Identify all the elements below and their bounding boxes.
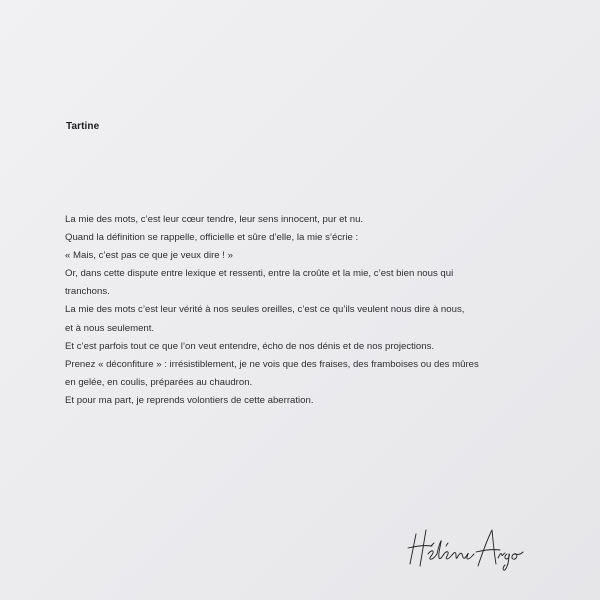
- handwritten-signature: [406, 524, 526, 572]
- poem-title: Tartine: [66, 121, 100, 132]
- poem-body: [65, 211, 565, 410]
- poem-line: Or, dans cette dispute entre lexique et ressenti, entre la croûte et la mie, c’est bien nous qui: [65, 268, 454, 280]
- poem-line: en gelée, en coulis, préparées au chaudron.: [65, 376, 253, 388]
- poem-line: Prenez « déconfiture » : irrésistiblement, je ne vois que des fraises, des framboises ou des mûres: [65, 358, 479, 370]
- poem-line: La mie des mots c’est leur vérité à nos seules oreilles, c’est ce qu’ils veulent nous dire à nous,: [65, 304, 465, 316]
- poem-line: La mie des mots, c’est leur cœur tendre, leur sens innocent, pur et nu.: [65, 214, 364, 225]
- poem-line: Quand la définition se rappelle, officielle et sûre d’elle, la mie s’écrie :: [65, 232, 359, 244]
- poem-line: « Mais, c’est pas ce que je veux dire ! »: [65, 250, 233, 262]
- poem-line: et à nous seulement.: [65, 322, 155, 334]
- poem-line: Et pour ma part, je reprends volontiers de cette aberration.: [65, 394, 314, 406]
- poem-line: tranchons.: [65, 286, 110, 298]
- poem-line: Et c’est parfois tout ce que l’on veut entendre, écho de nos dénis et de nos projections.: [65, 340, 435, 352]
